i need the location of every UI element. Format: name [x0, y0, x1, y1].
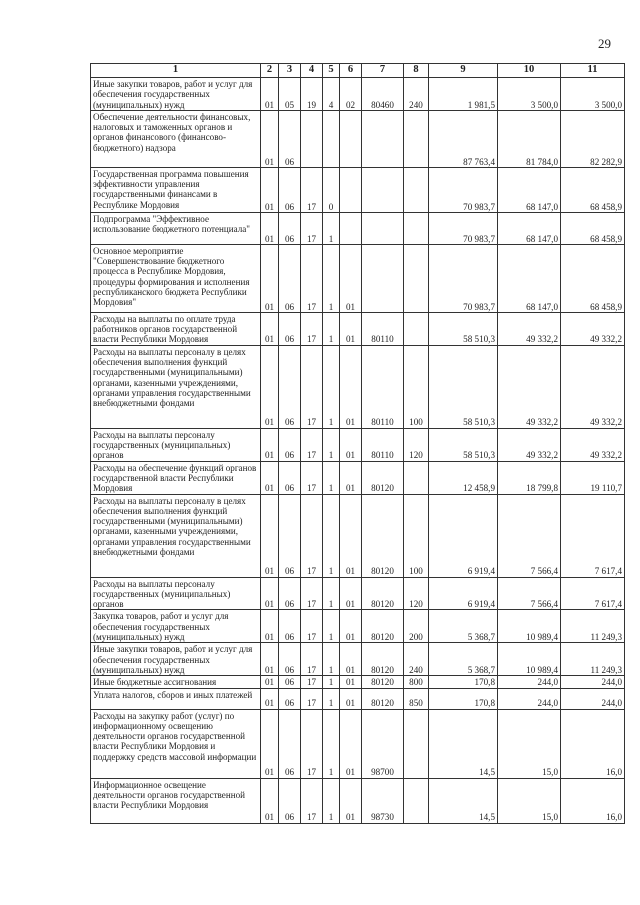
code-cell: 01 — [261, 610, 279, 643]
column-header: 11 — [561, 64, 625, 78]
amount-cell: 7 617,4 — [561, 577, 625, 610]
amount-cell: 11 249,3 — [561, 643, 625, 676]
row-name-cell: Иные закупки товаров, работ и услуг для обеспечения государственных (муниципальных) нужд — [91, 78, 261, 111]
code-cell: 240 — [404, 643, 429, 676]
code-cell — [340, 110, 362, 167]
table-row — [91, 167, 625, 212]
code-cell: 17 — [301, 778, 323, 823]
code-cell: 06 — [279, 312, 301, 345]
code-cell: 01 — [261, 110, 279, 167]
code-cell: 01 — [340, 244, 362, 312]
amount-cell: 68 147,0 — [498, 212, 561, 244]
amount-cell: 10 989,4 — [498, 610, 561, 643]
code-cell: 80120 — [362, 494, 404, 577]
code-cell: 01 — [261, 244, 279, 312]
table-row — [91, 428, 625, 461]
amount-cell: 81 784,0 — [498, 110, 561, 167]
amount-cell: 244,0 — [561, 688, 625, 709]
table-row — [91, 688, 625, 709]
code-cell: 17 — [301, 428, 323, 461]
table-row — [91, 676, 625, 688]
code-cell: 01 — [340, 676, 362, 688]
code-cell: 19 — [301, 78, 323, 111]
code-cell: 06 — [279, 676, 301, 688]
code-cell: 06 — [279, 709, 301, 778]
row-name-cell: Иные закупки товаров, работ и услуг для обеспечения государственных (муниципальных) нужд — [91, 643, 261, 676]
code-cell: 06 — [279, 643, 301, 676]
amount-cell: 58 510,3 — [429, 428, 498, 461]
code-cell: 06 — [279, 494, 301, 577]
code-cell: 1 — [323, 676, 340, 688]
row-name-cell: Уплата налогов, сборов и иных платежей — [91, 688, 261, 709]
amount-cell: 16,0 — [561, 778, 625, 823]
code-cell: 01 — [261, 428, 279, 461]
amount-cell: 170,8 — [429, 688, 498, 709]
code-cell: 01 — [261, 676, 279, 688]
code-cell: 120 — [404, 577, 429, 610]
code-cell — [362, 110, 404, 167]
amount-cell: 68 458,9 — [561, 212, 625, 244]
row-name-cell: Подпрограмма "Эффективное использование бюджетного потенциала" — [91, 212, 261, 244]
code-cell: 06 — [279, 577, 301, 610]
code-cell — [404, 244, 429, 312]
code-cell: 80120 — [362, 461, 404, 494]
amount-cell: 70 983,7 — [429, 167, 498, 212]
code-cell: 17 — [301, 167, 323, 212]
amount-cell: 49 332,2 — [561, 428, 625, 461]
code-cell: 17 — [301, 494, 323, 577]
code-cell: 17 — [301, 577, 323, 610]
code-cell: 01 — [261, 212, 279, 244]
code-cell: 80110 — [362, 312, 404, 345]
table-row — [91, 312, 625, 345]
code-cell: 01 — [340, 610, 362, 643]
code-cell: 80120 — [362, 577, 404, 610]
code-cell — [404, 778, 429, 823]
code-cell: 01 — [261, 167, 279, 212]
code-cell — [404, 110, 429, 167]
code-cell: 17 — [301, 312, 323, 345]
code-cell: 200 — [404, 610, 429, 643]
code-cell: 06 — [279, 688, 301, 709]
amount-cell: 5 368,7 — [429, 643, 498, 676]
code-cell — [362, 244, 404, 312]
code-cell: 1 — [323, 428, 340, 461]
code-cell: 01 — [261, 78, 279, 111]
amount-cell: 11 249,3 — [561, 610, 625, 643]
code-cell: 17 — [301, 345, 323, 428]
code-cell: 06 — [279, 110, 301, 167]
code-cell: 06 — [279, 461, 301, 494]
table-header-row — [91, 64, 625, 78]
amount-cell: 15,0 — [498, 709, 561, 778]
amount-cell: 68 147,0 — [498, 244, 561, 312]
amount-cell: 68 147,0 — [498, 167, 561, 212]
code-cell: 17 — [301, 676, 323, 688]
table-row — [91, 709, 625, 778]
code-cell: 1 — [323, 461, 340, 494]
amount-cell: 58 510,3 — [429, 345, 498, 428]
code-cell: 06 — [279, 610, 301, 643]
row-name-cell: Обеспечение деятельности финансовых, налоговых и таможенных органов и органов финансового (финансово-бюджетного) надзора — [91, 110, 261, 167]
amount-cell: 7 566,4 — [498, 494, 561, 577]
row-name-cell: Расходы на выплаты персоналу государственных (муниципальных) органов — [91, 428, 261, 461]
code-cell: 100 — [404, 345, 429, 428]
code-cell — [340, 212, 362, 244]
amount-cell: 68 458,9 — [561, 167, 625, 212]
code-cell: 1 — [323, 643, 340, 676]
code-cell: 17 — [301, 244, 323, 312]
amount-cell: 49 332,2 — [561, 312, 625, 345]
code-cell: 01 — [261, 494, 279, 577]
code-cell: 120 — [404, 428, 429, 461]
row-name-cell: Основное мероприятие "Совершенствование бюджетного процесса в Республике Мордовия, процедуры формирования и исполнения республиканского бюджета Республики Мордовия" — [91, 244, 261, 312]
amount-cell: 244,0 — [498, 676, 561, 688]
column-header: 9 — [429, 64, 498, 78]
code-cell — [362, 212, 404, 244]
row-name-cell: Расходы на выплаты персоналу в целях обеспечения выполнения функций государственными (муниципальными) органами, казенными учреждениями, органами управления государственными внебюджетными фондами — [91, 494, 261, 577]
amount-cell: 6 919,4 — [429, 577, 498, 610]
amount-cell: 19 110,7 — [561, 461, 625, 494]
row-name-cell: Расходы на выплаты по оплате труда работников органов государственной власти Республики Мордовия — [91, 312, 261, 345]
code-cell: 01 — [261, 577, 279, 610]
column-header: 2 — [261, 64, 279, 78]
code-cell: 01 — [340, 461, 362, 494]
code-cell: 1 — [323, 688, 340, 709]
code-cell — [404, 461, 429, 494]
code-cell: 06 — [279, 778, 301, 823]
amount-cell: 170,8 — [429, 676, 498, 688]
code-cell: 01 — [340, 778, 362, 823]
table-row — [91, 778, 625, 823]
code-cell: 01 — [340, 494, 362, 577]
code-cell: 80110 — [362, 345, 404, 428]
code-cell — [362, 167, 404, 212]
code-cell: 850 — [404, 688, 429, 709]
column-header: 10 — [498, 64, 561, 78]
code-cell: 17 — [301, 643, 323, 676]
code-cell: 240 — [404, 78, 429, 111]
amount-cell: 244,0 — [498, 688, 561, 709]
table-row — [91, 610, 625, 643]
table-row — [91, 494, 625, 577]
amount-cell: 14,5 — [429, 778, 498, 823]
amount-cell: 5 368,7 — [429, 610, 498, 643]
code-cell: 80120 — [362, 643, 404, 676]
amount-cell: 68 458,9 — [561, 244, 625, 312]
column-header: 3 — [279, 64, 301, 78]
amount-cell: 70 983,7 — [429, 212, 498, 244]
amount-cell: 70 983,7 — [429, 244, 498, 312]
table-row — [91, 643, 625, 676]
amount-cell: 7 566,4 — [498, 577, 561, 610]
code-cell: 80120 — [362, 610, 404, 643]
code-cell — [404, 312, 429, 345]
column-header: 7 — [362, 64, 404, 78]
table-row — [91, 212, 625, 244]
code-cell: 17 — [301, 610, 323, 643]
amount-cell: 49 332,2 — [498, 312, 561, 345]
code-cell: 06 — [279, 212, 301, 244]
table-row — [91, 110, 625, 167]
code-cell: 80120 — [362, 688, 404, 709]
code-cell: 1 — [323, 244, 340, 312]
code-cell: 02 — [340, 78, 362, 111]
column-header: 5 — [323, 64, 340, 78]
code-cell — [323, 110, 340, 167]
code-cell: 4 — [323, 78, 340, 111]
table-body — [91, 78, 625, 824]
code-cell: 98730 — [362, 778, 404, 823]
code-cell: 01 — [261, 778, 279, 823]
code-cell: 01 — [340, 312, 362, 345]
code-cell: 1 — [323, 212, 340, 244]
code-cell: 01 — [340, 345, 362, 428]
row-name-cell: Расходы на обеспечение функций органов государственной власти Республики Мордовия — [91, 461, 261, 494]
code-cell: 01 — [261, 709, 279, 778]
amount-cell: 18 799,8 — [498, 461, 561, 494]
code-cell — [404, 212, 429, 244]
table-row — [91, 461, 625, 494]
amount-cell: 58 510,3 — [429, 312, 498, 345]
code-cell: 800 — [404, 676, 429, 688]
code-cell: 01 — [261, 345, 279, 428]
amount-cell: 49 332,2 — [498, 428, 561, 461]
amount-cell: 16,0 — [561, 709, 625, 778]
amount-cell: 49 332,2 — [561, 345, 625, 428]
code-cell — [301, 110, 323, 167]
column-header: 6 — [340, 64, 362, 78]
row-name-cell: Закупка товаров, работ и услуг для обеспечения государственных (муниципальных) нужд — [91, 610, 261, 643]
code-cell — [404, 167, 429, 212]
table-row — [91, 577, 625, 610]
amount-cell: 14,5 — [429, 709, 498, 778]
code-cell: 01 — [340, 577, 362, 610]
code-cell: 17 — [301, 212, 323, 244]
column-header: 8 — [404, 64, 429, 78]
budget-table — [90, 63, 625, 824]
code-cell: 06 — [279, 345, 301, 428]
code-cell: 01 — [340, 709, 362, 778]
row-name-cell: Расходы на закупку работ (услуг) по информационному освещению деятельности органов государственной власти Республики Мордовия и поддержку средств массовой информации — [91, 709, 261, 778]
code-cell: 100 — [404, 494, 429, 577]
table-row — [91, 244, 625, 312]
code-cell: 80110 — [362, 428, 404, 461]
code-cell: 01 — [340, 643, 362, 676]
code-cell: 1 — [323, 577, 340, 610]
table-row — [91, 345, 625, 428]
amount-cell: 7 617,4 — [561, 494, 625, 577]
amount-cell: 3 500,0 — [561, 78, 625, 111]
code-cell: 01 — [340, 688, 362, 709]
code-cell: 1 — [323, 778, 340, 823]
code-cell: 98700 — [362, 709, 404, 778]
amount-cell: 244,0 — [561, 676, 625, 688]
row-name-cell: Расходы на выплаты персоналу в целях обеспечения выполнения функций государственными (муниципальными) органами, казенными учреждениями, органами управления государственными внебюджетными фондами — [91, 345, 261, 428]
code-cell: 01 — [261, 461, 279, 494]
code-cell: 06 — [279, 167, 301, 212]
amount-cell: 10 989,4 — [498, 643, 561, 676]
amount-cell: 87 763,4 — [429, 110, 498, 167]
row-name-cell: Иные бюджетные ассигнования — [91, 676, 261, 688]
code-cell: 01 — [261, 688, 279, 709]
row-name-cell: Государственная программа повышения эффективности управления государственными финансами в Республике Мордовия — [91, 167, 261, 212]
code-cell: 1 — [323, 494, 340, 577]
page-number: 29 — [598, 36, 611, 51]
code-cell: 1 — [323, 709, 340, 778]
amount-cell: 3 500,0 — [498, 78, 561, 111]
code-cell — [404, 709, 429, 778]
amount-cell: 49 332,2 — [498, 345, 561, 428]
column-header: 1 — [91, 64, 261, 78]
code-cell: 06 — [279, 428, 301, 461]
amount-cell: 6 919,4 — [429, 494, 498, 577]
column-header: 4 — [301, 64, 323, 78]
code-cell: 01 — [340, 428, 362, 461]
code-cell: 17 — [301, 688, 323, 709]
code-cell: 01 — [261, 312, 279, 345]
row-name-cell: Информационное освещение деятельности органов государственной власти Республики Мордовия — [91, 778, 261, 823]
code-cell: 1 — [323, 312, 340, 345]
table-row — [91, 78, 625, 111]
amount-cell: 1 981,5 — [429, 78, 498, 111]
code-cell: 05 — [279, 78, 301, 111]
code-cell: 17 — [301, 709, 323, 778]
row-name-cell: Расходы на выплаты персоналу государственных (муниципальных) органов — [91, 577, 261, 610]
code-cell: 06 — [279, 244, 301, 312]
code-cell: 01 — [261, 643, 279, 676]
code-cell: 80120 — [362, 676, 404, 688]
code-cell: 0 — [323, 167, 340, 212]
code-cell: 1 — [323, 610, 340, 643]
amount-cell: 12 458,9 — [429, 461, 498, 494]
amount-cell: 82 282,9 — [561, 110, 625, 167]
amount-cell: 15,0 — [498, 778, 561, 823]
code-cell: 17 — [301, 461, 323, 494]
code-cell: 1 — [323, 345, 340, 428]
code-cell — [340, 167, 362, 212]
code-cell: 80460 — [362, 78, 404, 111]
